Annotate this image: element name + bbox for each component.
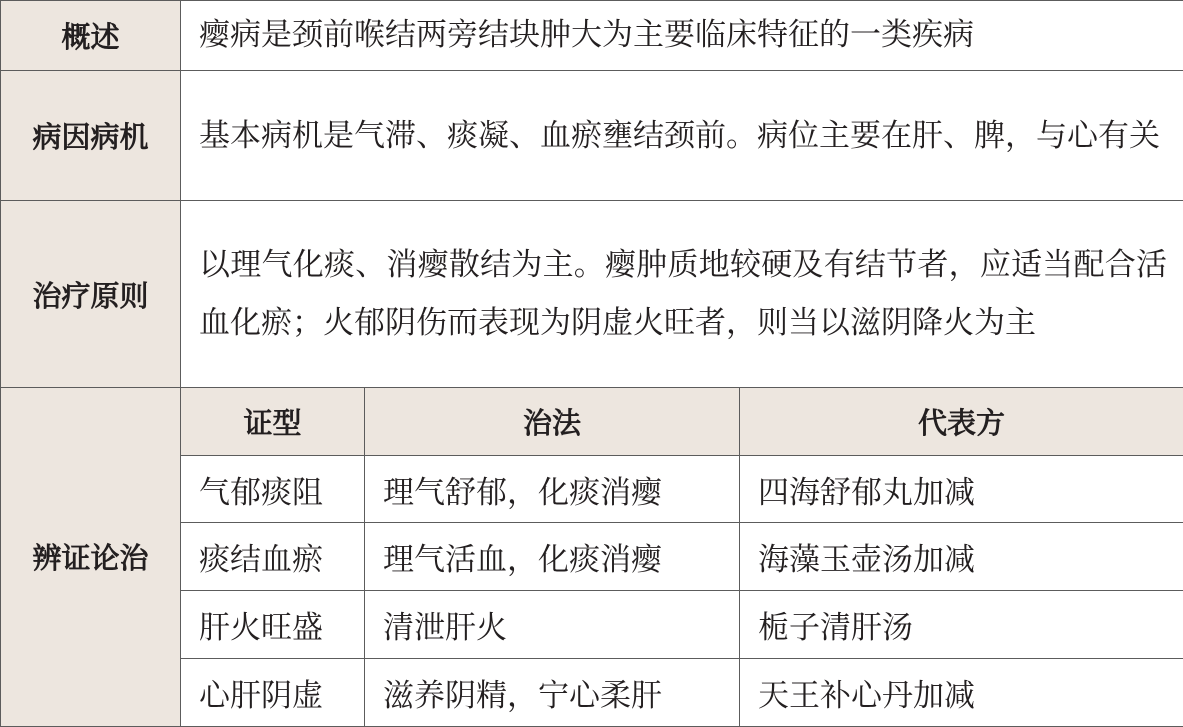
syndrome-header-row bbox=[1, 387, 1183, 455]
representative-formula: 四海舒郁丸加减 bbox=[740, 455, 1183, 523]
overview-text: 瘿病是颈前喉结两旁结块肿大为主要临床特征的一类疾病 bbox=[181, 1, 1183, 71]
principle-label: 治疗原则 bbox=[1, 201, 181, 387]
syndrome-label: 辨证论治 bbox=[1, 387, 181, 726]
header-formula: 代表方 bbox=[740, 387, 1183, 455]
syndrome-type: 心肝阴虚 bbox=[181, 659, 365, 727]
overview-row bbox=[1, 1, 1183, 71]
treatment-method: 滋养阴精，宁心柔肝 bbox=[365, 659, 740, 727]
principle-text: 以理气化痰、消瘿散结为主。瘿肿质地较硬及有结节者，应适当配合活血化瘀；火郁阴伤而表现为阴虚火旺者，则当以滋阴降火为主 bbox=[181, 201, 1183, 387]
syndrome-type: 痰结血瘀 bbox=[181, 523, 365, 591]
cause-row bbox=[1, 70, 1183, 201]
header-method: 治法 bbox=[365, 387, 740, 455]
representative-formula: 海藻玉壶汤加减 bbox=[740, 523, 1183, 591]
syndrome-type: 肝火旺盛 bbox=[181, 591, 365, 659]
representative-formula: 天王补心丹加减 bbox=[740, 659, 1183, 727]
cause-text: 基本病机是气滞、痰凝、血瘀壅结颈前。病位主要在肝、脾，与心有关 bbox=[181, 70, 1183, 201]
treatment-method: 理气舒郁，化痰消瘿 bbox=[365, 455, 740, 523]
treatment-method: 清泄肝火 bbox=[365, 591, 740, 659]
header-type: 证型 bbox=[181, 387, 365, 455]
representative-formula: 栀子清肝汤 bbox=[740, 591, 1183, 659]
syndrome-type: 气郁痰阻 bbox=[181, 455, 365, 523]
principle-row bbox=[1, 201, 1183, 387]
overview-label: 概述 bbox=[1, 1, 181, 71]
cause-label: 病因病机 bbox=[1, 70, 181, 201]
treatment-method: 理气活血，化痰消瘿 bbox=[365, 523, 740, 591]
